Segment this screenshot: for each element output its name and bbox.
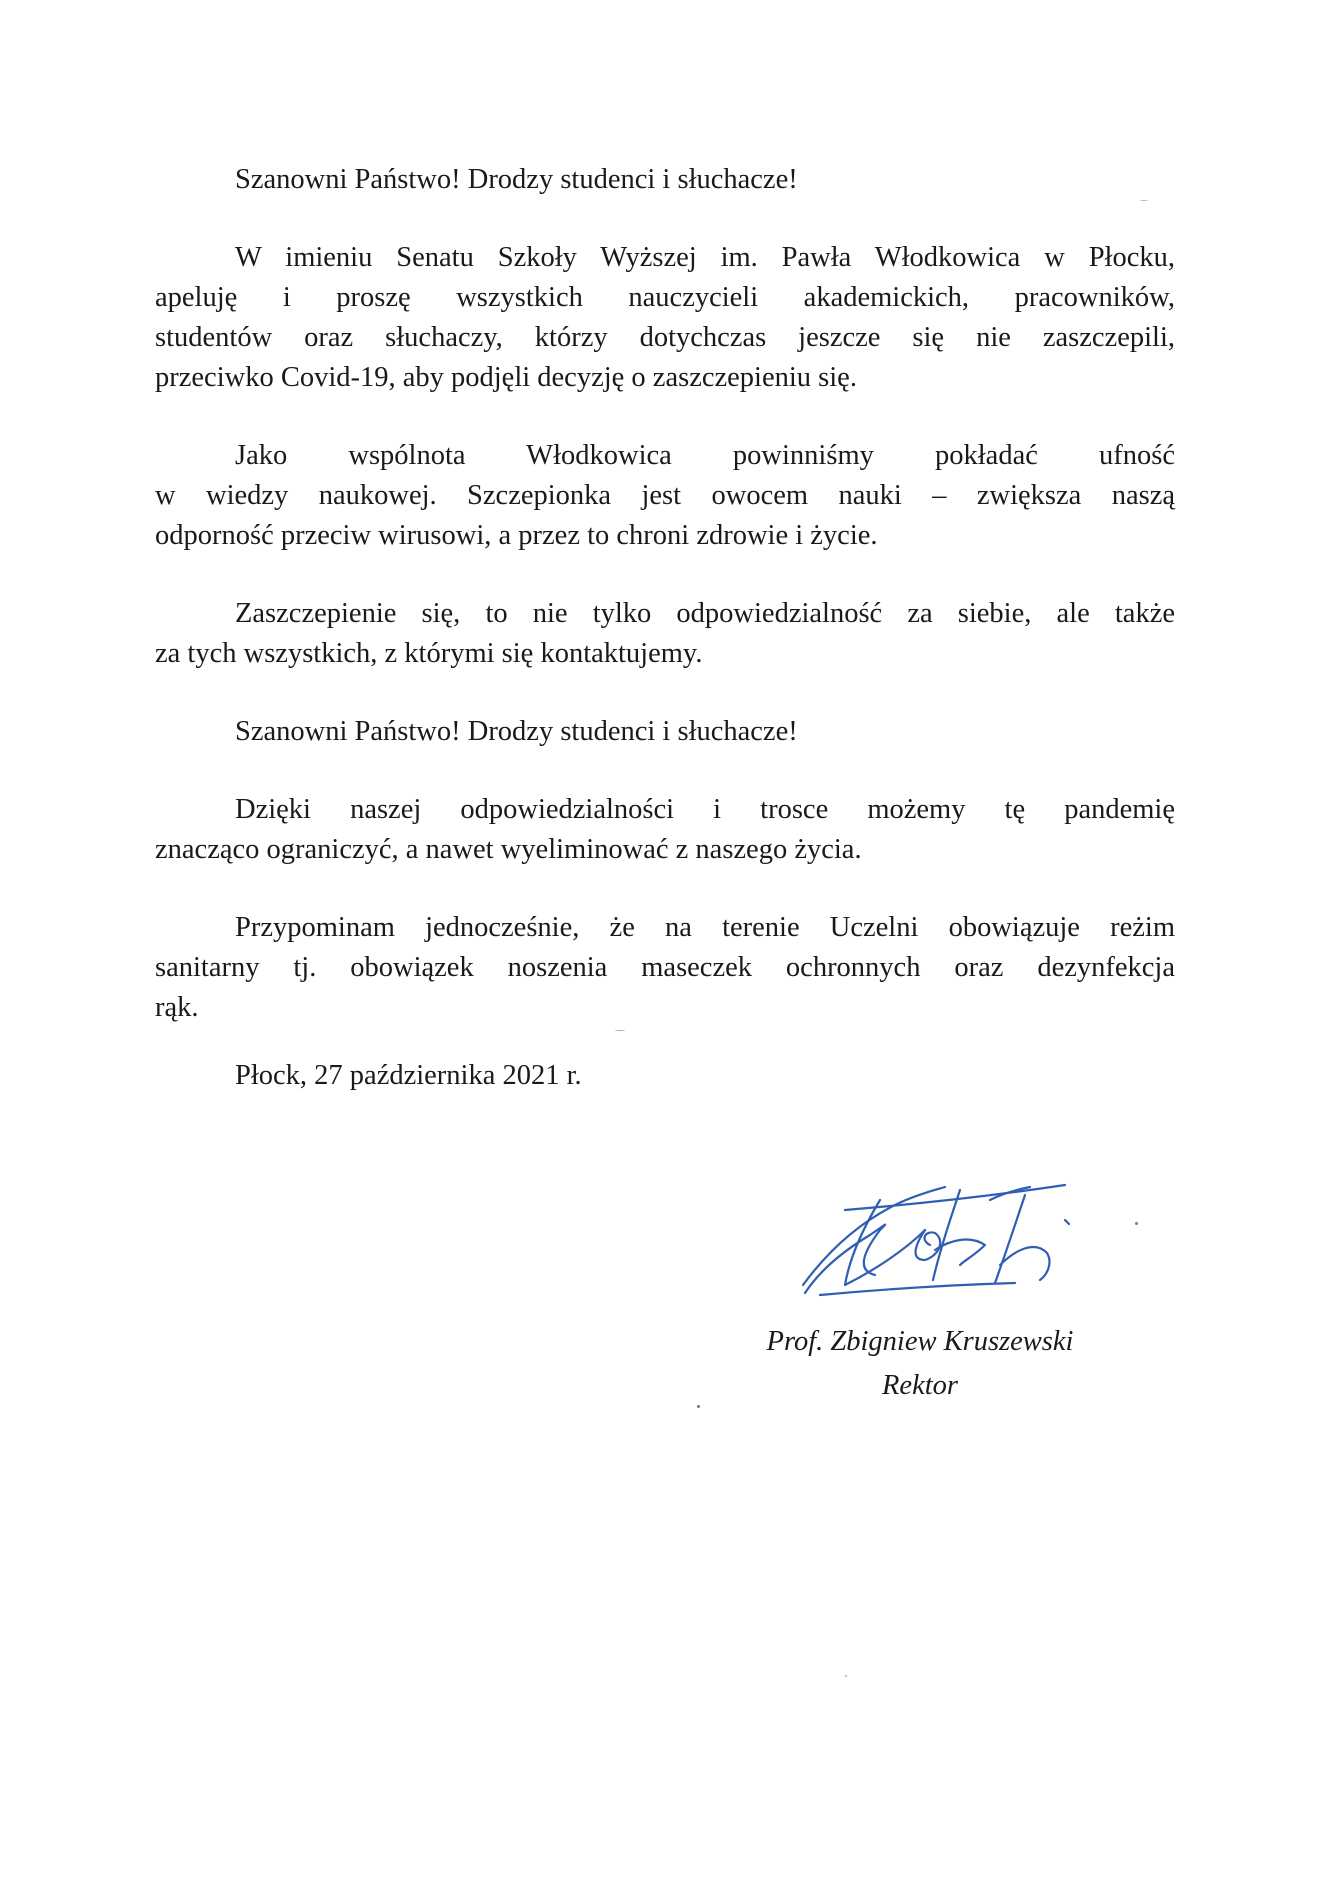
signatory-name: Prof. Zbigniew Kruszewski: [766, 1326, 1074, 1357]
paragraph-pandemic: [155, 790, 1175, 870]
paragraph-line: rąk.: [155, 992, 199, 1023]
letter-date: Płock, 27 października 2021 r.: [235, 1060, 582, 1091]
paragraph-line: znacząco ograniczyć, a nawet wyeliminować z naszego życia.: [155, 834, 862, 865]
scan-speck: [615, 1030, 625, 1031]
handwritten-signature: [785, 1175, 1095, 1310]
paragraph-line: Przypominam jednocześnie, że na terenie Uczelni obowiązuje reżim: [235, 912, 1175, 943]
paragraph-line: sanitarny tj. obowiązek noszenia maseczek ochronnych oraz dezynfekcja: [155, 952, 1175, 983]
paragraph-line: odporność przeciw wirusowi, a przez to chroni zdrowie i życie.: [155, 520, 878, 551]
paragraph-community: [155, 436, 1175, 556]
paragraph-sanitary: [155, 908, 1175, 1028]
paragraph-line: studentów oraz słuchaczy, którzy dotychczas jeszcze się nie zaszczepili,: [155, 322, 1175, 353]
scan-speck: [1140, 200, 1148, 201]
paragraph-line: Dzięki naszej odpowiedzialności i trosce możemy tę pandemię: [235, 794, 1175, 825]
signatory-title: Rektor: [882, 1370, 958, 1401]
paragraph-line: przeciwko Covid-19, aby podjęli decyzję o zaszczepieniu się.: [155, 362, 857, 393]
paragraph-line: w wiedzy naukowej. Szczepionka jest owocem nauki – zwiększa naszą: [155, 480, 1175, 511]
scan-speck: [845, 1675, 847, 1677]
letter-body: [155, 160, 1175, 1066]
greeting: Szanowni Państwo! Drodzy studenci i słuchacze!: [235, 164, 798, 195]
signatory-block: [720, 1320, 1120, 1408]
paragraph-line: W imieniu Senatu Szkoły Wyższej im. Pawła Włodkowica w Płocku,: [235, 242, 1175, 273]
scan-speck: [697, 1405, 700, 1408]
paragraph-line: apeluję i proszę wszystkich nauczycieli akademickich, pracowników,: [155, 282, 1175, 313]
paragraph-line: Zaszczepienie się, to nie tylko odpowiedzialność za siebie, ale także: [235, 598, 1175, 629]
paragraph-line: za tych wszystkich, z którymi się kontaktujemy.: [155, 638, 703, 669]
paragraph-responsibility: [155, 594, 1175, 674]
greeting-repeat: Szanowni Państwo! Drodzy studenci i słuchacze!: [235, 716, 798, 747]
scan-speck: [1135, 1222, 1138, 1225]
paragraph-appeal: [155, 238, 1175, 398]
paragraph-line: Jako wspólnota Włodkowica powinniśmy pokładać ufność: [235, 440, 1175, 471]
